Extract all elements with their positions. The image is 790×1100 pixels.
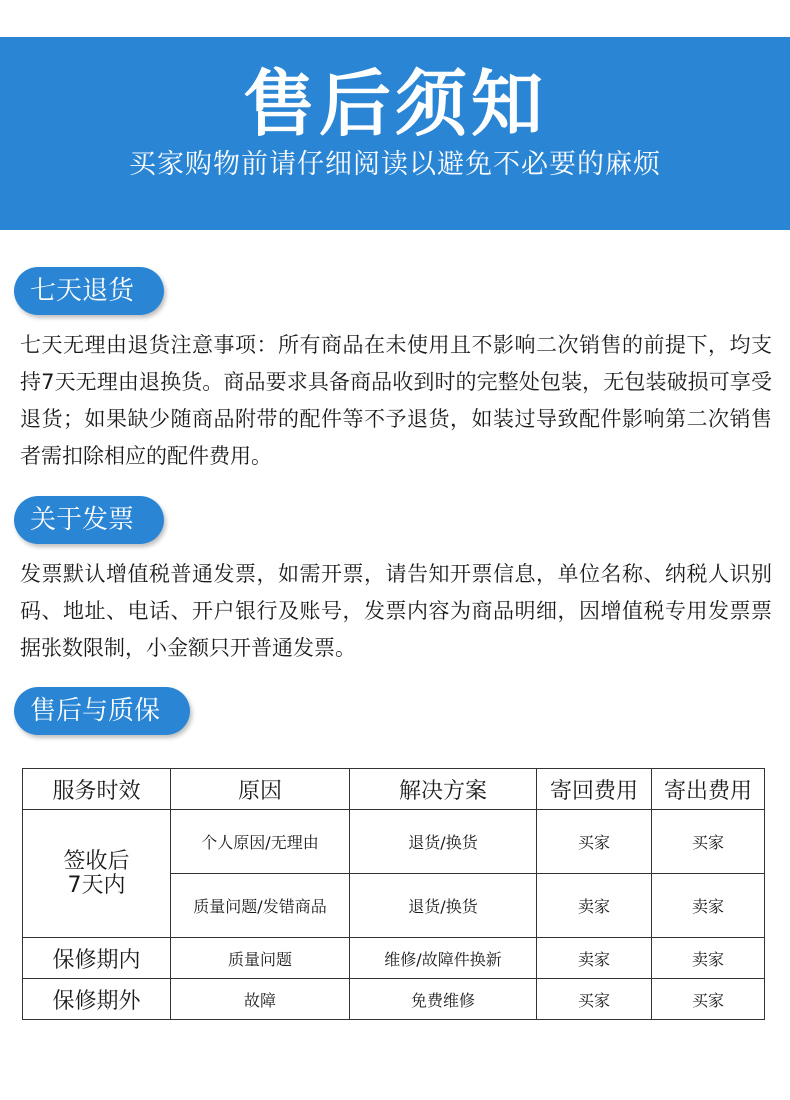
seven-day-return-text: 七天无理由退货注意事项：所有商品在未使用且不影响二次销售的前提下，均支持7天无理由退换货。商品要求具备商品收到时的完整处包装，无包装破损可享受退货；如果缺少随商品附带的配件等不予退货，如装过导致配件影响第二次销售者需扣除相应的配件费用。 bbox=[20, 333, 772, 468]
invoice-text: 发票默认增值税普通发票，如需开票，请告知开票信息，单位名称、纳税人识别码、地址、电话、开户银行及账号，发票内容为商品明细，因增值税专用发票票据张数限制，小金额只开普通发票。 bbox=[20, 562, 772, 660]
return-fee-cell: 卖家 bbox=[537, 938, 652, 979]
period-line-1: 签收后 bbox=[63, 848, 130, 874]
reason-cell: 质量问题 bbox=[171, 938, 350, 979]
solution-cell: 退货/换货 bbox=[350, 874, 537, 938]
solution-cell: 免费维修 bbox=[350, 979, 537, 1020]
period-cell: 保修期外 bbox=[23, 979, 171, 1020]
header-send-fee: 寄出费用 bbox=[652, 769, 765, 810]
solution-cell: 退货/换货 bbox=[350, 810, 537, 874]
table-row bbox=[23, 938, 765, 979]
header-reason: 原因 bbox=[171, 769, 350, 810]
header-return-fee: 寄回费用 bbox=[537, 769, 652, 810]
reason-cell: 故障 bbox=[171, 979, 350, 1020]
return-fee-cell: 卖家 bbox=[537, 874, 652, 938]
return-fee-cell: 买家 bbox=[537, 979, 652, 1020]
reason-cell: 质量问题/发错商品 bbox=[171, 874, 350, 938]
period-line-2: 7天内 bbox=[67, 872, 126, 898]
page-subtitle: 买家购物前请仔细阅读以避免不必要的麻烦 bbox=[129, 149, 661, 180]
table-row bbox=[23, 810, 765, 874]
section-heading-seven-day-return: 七天退货 bbox=[14, 267, 164, 315]
period-cell: 保修期内 bbox=[23, 938, 171, 979]
solution-cell: 维修/故障件换新 bbox=[350, 938, 537, 979]
table-header-row bbox=[23, 769, 765, 810]
section-heading-invoice: 关于发票 bbox=[14, 496, 164, 544]
header-banner bbox=[0, 37, 790, 230]
reason-cell: 个人原因/无理由 bbox=[171, 810, 350, 874]
send-fee-cell: 卖家 bbox=[652, 938, 765, 979]
send-fee-cell: 买家 bbox=[652, 979, 765, 1020]
period-cell-seven-days bbox=[23, 810, 171, 938]
table-row bbox=[23, 979, 765, 1020]
send-fee-cell: 买家 bbox=[652, 810, 765, 874]
page-title: 售后须知 bbox=[242, 62, 547, 146]
header-service-period: 服务时效 bbox=[23, 769, 171, 810]
after-sales-table bbox=[22, 768, 765, 1020]
return-fee-cell: 买家 bbox=[537, 810, 652, 874]
section-heading-after-sales-warranty: 售后与质保 bbox=[14, 687, 190, 735]
send-fee-cell: 卖家 bbox=[652, 874, 765, 938]
header-solution: 解决方案 bbox=[350, 769, 537, 810]
